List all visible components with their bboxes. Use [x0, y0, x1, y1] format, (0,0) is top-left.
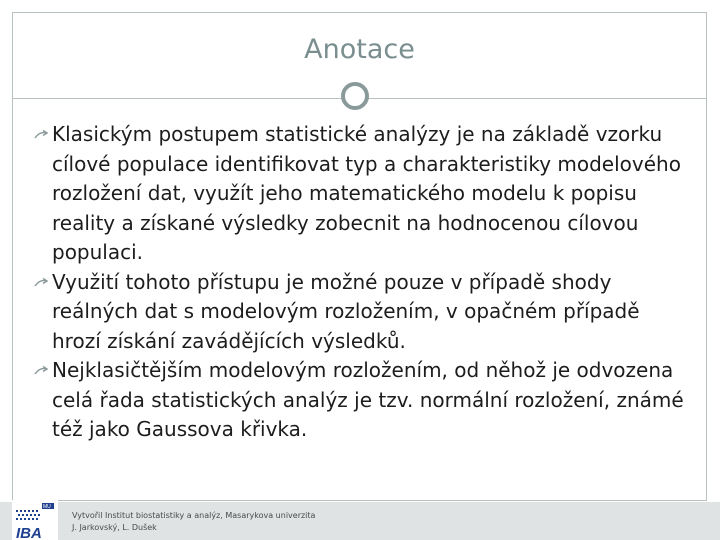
footer-bar — [0, 502, 720, 540]
logo-text: IBA — [16, 525, 42, 540]
bullet-arrow-icon — [34, 365, 48, 377]
bullet-arrow-icon — [34, 277, 48, 289]
bullet-text: Nejklasičtějším modelovým rozložením, od něhož je odvozena celá řada statistických analýz je tzv. normální rozložení, známé též jako Gaussova křivka. — [52, 358, 684, 441]
footer-line-authors: J. Jarkovský, L. Dušek — [72, 523, 157, 532]
divider-ring-icon — [341, 82, 369, 110]
bullet-item — [34, 356, 694, 445]
bullet-list — [34, 120, 694, 445]
bullet-arrow-icon — [34, 129, 48, 141]
iba-logo — [12, 500, 58, 540]
slide-title: Anotace — [304, 34, 415, 65]
footer-line-institute: Vytvořil Institut biostatistiky a analýz, Masarykova univerzita — [72, 511, 316, 520]
bullet-item — [34, 268, 694, 357]
bullet-text: Využití tohoto přístupu je možné pouze v případě shody reálných dat s modelovým rozložením, v opačném případě hrozí získání zavádějících výsledků. — [52, 269, 640, 353]
logo-small-text: MU — [43, 504, 51, 510]
bullet-text: Klasickým postupem statistické analýzy je na základě vzorku cílové populace identifikovat typ a charakteristiky modelového rozložení dat, využít jeho matematického modelu k popisu reality a získané výsledky zobecnit na hodnocenou cílovou populaci. — [52, 122, 681, 264]
footer-credits — [72, 510, 315, 534]
bullet-item — [34, 120, 694, 268]
